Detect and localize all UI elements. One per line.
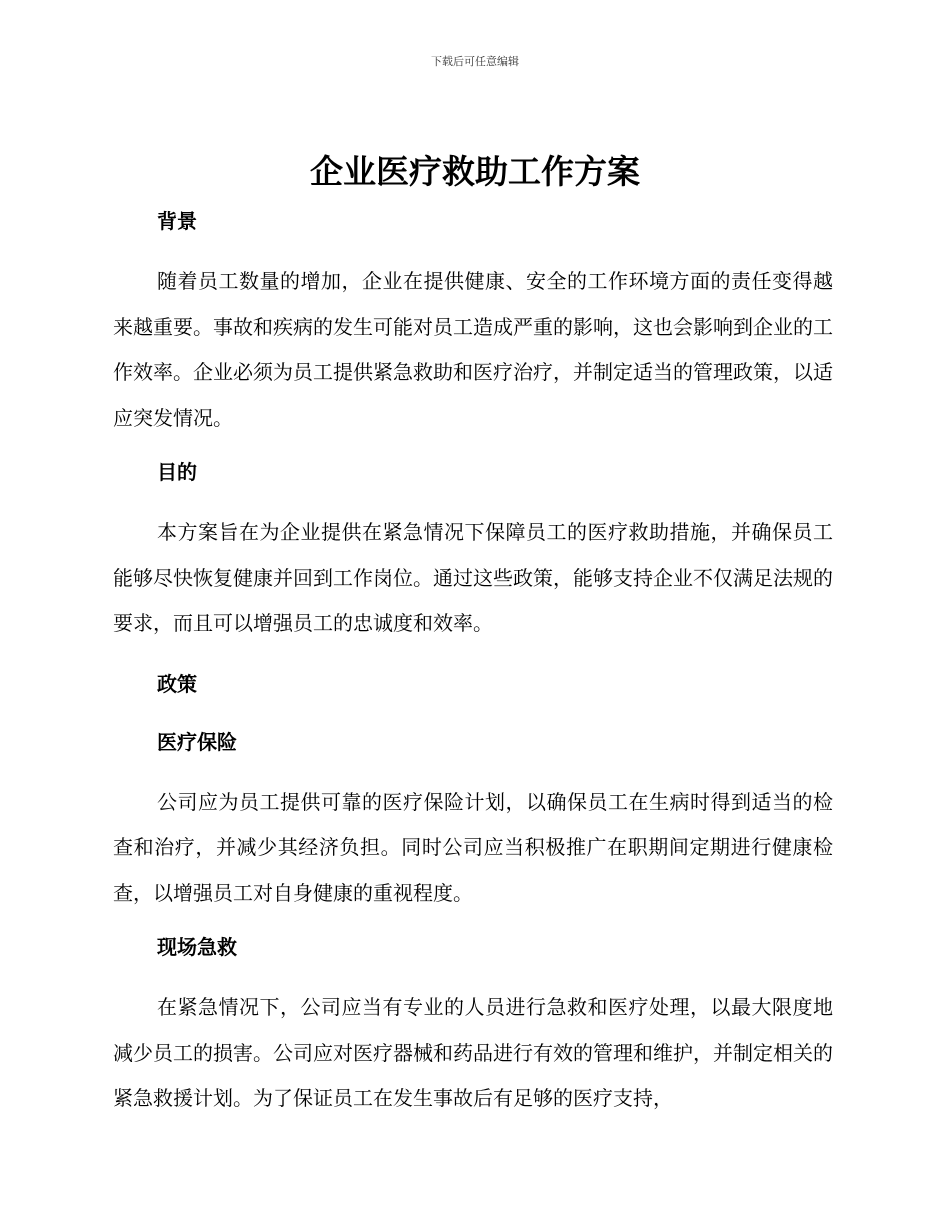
section-purpose	[113, 454, 833, 647]
paragraph-medical-insurance: 公司应为员工提供可靠的医疗保险计划，以确保员工在生病时得到适当的检查和治疗，并减少其经济负担。同时公司应当积极推广在职期间定期进行健康检查，以增强员工对自身健康的重视程度。	[113, 789, 833, 905]
section-heading-purpose: 目的	[157, 460, 197, 484]
header-note: 下载后可任意编辑	[431, 55, 519, 68]
section-policy	[113, 666, 833, 702]
section-heading-policy: 政策	[157, 671, 197, 696]
paragraph-purpose: 本方案旨在为企业提供在紧急情况下保障员工的医疗救助措施，并确保员工能够尽快恢复健康并回到工作岗位。通过这些政策，能够支持企业不仅满足法规的要求，而且可以增强员工的忠诚度和效率。	[113, 520, 833, 635]
paragraph-onsite-first-aid: 在紧急情况下，公司应当有专业的人员进行急救和医疗处理，以最大限度地减少员工的损害。公司应对医疗器械和药品进行有效的管理和维护，并制定相关的紧急救援计划。为了保证员工在发生事故后有足够的医疗支持，	[113, 995, 833, 1110]
section-medical-insurance	[113, 724, 833, 917]
section-background	[113, 203, 833, 441]
section-heading-background: 背景	[157, 209, 197, 233]
section-onsite-first-aid	[113, 929, 833, 1122]
paragraph-background: 随着员工数量的增加，企业在提供健康、安全的工作环境方面的责任变得越来越重要。事故和疾病的发生可能对员工造成严重的影响，这也会影响到企业的工作效率。企业必须为员工提供紧急救助和医疗治疗，并制定适当的管理政策，以适应突发情况。	[113, 269, 833, 430]
section-heading-onsite-first-aid: 现场急救	[157, 935, 237, 959]
document-title: 企业医疗救助工作方案	[310, 152, 640, 191]
section-heading-medical-insurance: 医疗保险	[157, 729, 237, 754]
document-body	[113, 203, 833, 1122]
